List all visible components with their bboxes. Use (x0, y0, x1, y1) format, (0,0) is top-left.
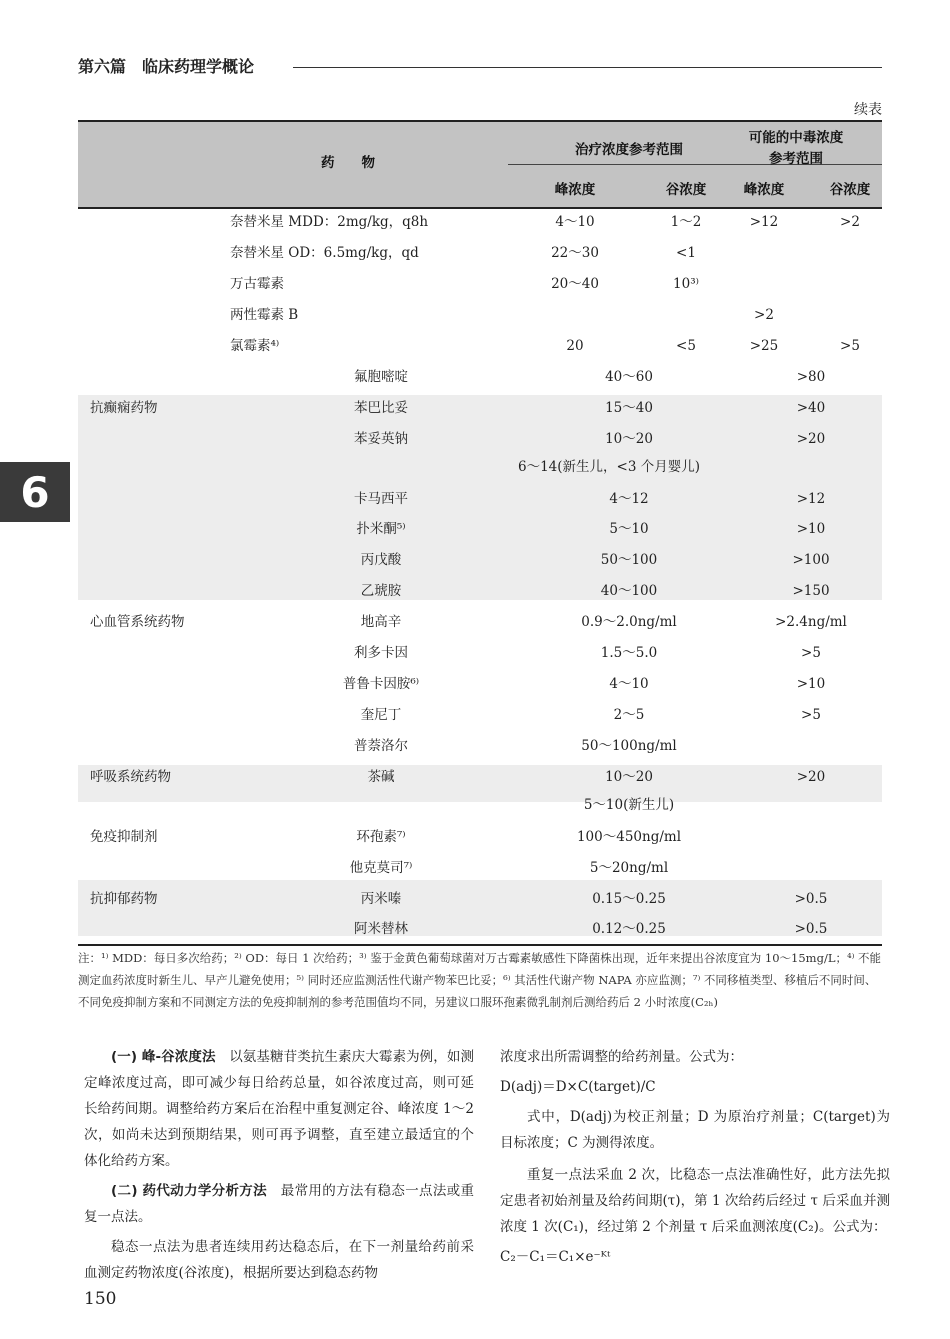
drug-name: 乙琥胺 (360, 583, 402, 599)
table-row (78, 545, 882, 576)
table-row (78, 790, 882, 821)
drug-name: 万古霉素 (230, 276, 284, 292)
drug-name: 丙米嗪 (360, 891, 402, 907)
table-row (78, 452, 882, 483)
therapeutic-peak: 20～40 (551, 276, 599, 292)
therapeutic-range: 0.9～2.0ng/ml (581, 614, 677, 630)
table-row (78, 514, 882, 545)
running-header (78, 54, 882, 80)
header-toxic-trough: 谷浓度 (829, 182, 871, 198)
paragraph: 浓度求出所需调整的给药剂量。公式为： (500, 1049, 743, 1065)
toxic-range: >10 (796, 676, 826, 692)
drug-name: 苯妥英钠 (354, 431, 408, 447)
drug-name: 两性霉素 B (230, 307, 299, 323)
drug-name: 奎尼丁 (360, 707, 402, 723)
part-title: 第六篇 临床药理学概论 (78, 57, 255, 76)
page-number: 150 (84, 1289, 117, 1309)
paragraph: 稳态一点法为患者连续用药达稳态后，在下一剂量给药前采血测定药物浓度(谷浓度)，根据所要达到稳态药物 (84, 1239, 474, 1281)
therapeutic-range-note: 6～14(新生儿，<3 个月婴儿) (518, 459, 700, 475)
therapeutic-range: 10～20 (605, 769, 653, 785)
drug-name: 苯巴比妥 (354, 400, 408, 416)
therapeutic-range: 40～100 (600, 583, 658, 599)
drug-name: 氯霉素⁴⁾ (230, 338, 280, 354)
table-top-rule (78, 120, 882, 122)
therapeutic-range: 50～100ng/ml (581, 738, 677, 754)
drug-category: 抗癫痫药物 (90, 400, 158, 416)
table-row (78, 207, 882, 238)
toxic-peak: >25 (749, 338, 779, 354)
body-left-column (84, 1044, 474, 1286)
drug-name: 奈替米星 OD：6.5mg/kg，qd (230, 245, 419, 261)
toxic-range: >5 (801, 645, 821, 661)
drug-name: 卡马西平 (354, 491, 408, 507)
table-row (78, 731, 882, 762)
toxic-trough: >5 (840, 338, 860, 354)
toxic-range: >5 (801, 707, 821, 723)
toxic-range: >2.4ng/ml (775, 614, 847, 630)
table-row (78, 700, 882, 731)
therapeutic-peak: 22～30 (551, 245, 599, 261)
header-toxic-peak: 峰浓度 (743, 182, 785, 198)
toxic-range: >150 (792, 583, 830, 599)
therapeutic-trough: 1～2 (670, 214, 702, 230)
formula: D(adj)＝D×C(target)/C (500, 1079, 656, 1095)
paragraph: 以氨基糖苷类抗生素庆大霉素为例，如测定峰浓度过高，即可减少每日给药总量，如谷浓度过高，则可延长给药间期。调整给药方案后在治程中重复测定谷、峰浓度 1～2 次，如尚未达到预期结果，则可再予调整，直至建立最适宜的个体化给药方案。 (84, 1049, 474, 1169)
therapeutic-range: 10～20 (605, 431, 653, 447)
drug-name: 他克莫司⁷⁾ (349, 860, 413, 876)
header-drug: 药 物 (321, 155, 375, 171)
table-row (78, 853, 882, 884)
toxic-range: >0.5 (794, 891, 828, 907)
drug-name: 利多卡因 (354, 645, 408, 661)
table-row (78, 424, 882, 455)
table-row (78, 393, 882, 424)
table-row (78, 362, 882, 393)
table-row (78, 300, 882, 331)
table-row (78, 238, 882, 269)
section-heading: (二) 药代动力学分析方法 (111, 1183, 267, 1199)
toxic-range: >20 (796, 769, 826, 785)
table-row (78, 884, 882, 915)
toxic-peak: >12 (749, 214, 779, 230)
table-row (78, 638, 882, 669)
drug-name: 氟胞嘧啶 (354, 369, 408, 385)
table-bottom-rule (78, 944, 882, 946)
continued-label: 续表 (854, 102, 882, 118)
header-toxic-range: 可能的中毒浓度 (748, 130, 844, 146)
header-therapeutic-range: 治疗浓度参考范围 (575, 142, 683, 158)
therapeutic-range: 5～10(新生儿) (583, 797, 675, 813)
table-row (78, 576, 882, 607)
therapeutic-trough: <1 (676, 245, 696, 261)
drug-category: 呼吸系统药物 (90, 769, 171, 785)
toxic-range: >100 (792, 552, 830, 568)
section-heading: (一) 峰-谷浓度法 (111, 1049, 216, 1065)
header-trough: 谷浓度 (665, 182, 707, 198)
formula: C₂－C₁＝C₁×e⁻ᴷᵗ (500, 1249, 611, 1265)
drug-name: 茶碱 (367, 769, 395, 785)
table-row (78, 669, 882, 700)
drug-category: 免疫抑制剂 (90, 829, 158, 845)
drug-name: 扑米酮⁵⁾ (356, 521, 406, 537)
table-footnotes: 注：¹⁾ MDD：每日多次给药；²⁾ OD：每日 1 次给药；³⁾ 鉴于金黄色葡萄球菌对万古霉素敏感性下降菌株出现，近年来提出谷浓度宜为 10～15mg/L；⁴⁾ 不能测定血药浓度时新生儿、早产儿避免使用；⁵⁾ 同时还应监测活性代谢产物苯巴比妥；⁶⁾ 其活性代谢产物 NAPA 亦应监测；⁷⁾ 不同移植类型、移植后不同时间、不同免疫抑制方案和不同测定方法的免疫抑制剂的参考范围值均不同，另建议口服环孢素微乳制剂后测给药后 2 小时浓度(C₂ₕ) (78, 951, 882, 1009)
drug-name: 丙戊酸 (360, 552, 402, 568)
drug-name: 阿米替林 (354, 921, 408, 937)
drug-category: 心血管系统药物 (90, 614, 185, 630)
table-row (78, 331, 882, 362)
therapeutic-peak: 4～10 (555, 214, 595, 230)
therapeutic-range: 2～5 (613, 707, 645, 723)
toxic-trough: >2 (840, 214, 860, 230)
drug-category: 抗抑郁药物 (90, 891, 158, 907)
therapeutic-range: 4～10 (609, 676, 649, 692)
toxic-range: >0.5 (794, 921, 828, 937)
table-row (78, 762, 882, 793)
drug-name: 地高辛 (360, 614, 402, 630)
paragraph: 式中，D(adj)为校正剂量；D 为原治疗剂量；C(target)为目标浓度；C 为测得浓度。 (500, 1109, 890, 1151)
therapeutic-range: 0.15～0.25 (592, 891, 666, 907)
table-row (78, 607, 882, 638)
header-rule (293, 67, 882, 68)
body-right-column (500, 1044, 890, 1270)
therapeutic-range: 4～12 (609, 491, 649, 507)
drug-name: 环孢素⁷⁾ (356, 829, 406, 845)
drug-name: 普萘洛尔 (354, 738, 408, 754)
therapeutic-range: 1.5～5.0 (600, 645, 658, 661)
therapeutic-peak: 20 (566, 338, 584, 354)
drug-concentration-table (78, 120, 882, 942)
table-row (78, 822, 882, 853)
therapeutic-range: 100～450ng/ml (576, 829, 682, 845)
toxic-range: >40 (796, 400, 826, 416)
drug-name: 奈替米星 MDD：2mg/kg，q8h (230, 214, 429, 230)
toxic-range: >10 (796, 521, 826, 537)
header-toxic-range-2: 参考范围 (769, 151, 823, 167)
therapeutic-range: 40～60 (605, 369, 653, 385)
therapeutic-trough: 10³⁾ (673, 276, 699, 292)
therapeutic-range: 0.12～0.25 (592, 921, 666, 937)
chapter-tab: 6 (0, 462, 70, 522)
table-row (78, 484, 882, 515)
toxic-range: >80 (796, 369, 826, 385)
toxic-range: >12 (796, 491, 826, 507)
toxic-range: >20 (796, 431, 826, 447)
paragraph: 最常用的方法有稳态一点法或重复一点法。 (84, 1183, 475, 1225)
therapeutic-trough: <5 (676, 338, 696, 354)
therapeutic-range: 5～10 (609, 521, 649, 537)
table-row (78, 269, 882, 300)
table-row (78, 914, 882, 945)
therapeutic-range: 50～100 (600, 552, 658, 568)
paragraph: 重复一点法采血 2 次，比稳态一点法准确性好，此方法先拟定患者初始剂量及给药间期(τ)，第 1 次给药后经过 τ 后采血并测浓度 1 次(C₁)，经过第 2 个剂量 τ 后采血测浓度(C₂)。公式为： (500, 1167, 890, 1235)
toxic-peak: >2 (754, 307, 774, 323)
therapeutic-range: 5～20ng/ml (589, 860, 669, 876)
therapeutic-range: 15～40 (605, 400, 653, 416)
header-peak: 峰浓度 (554, 182, 596, 198)
drug-name: 普鲁卡因胺⁶⁾ (342, 676, 420, 692)
